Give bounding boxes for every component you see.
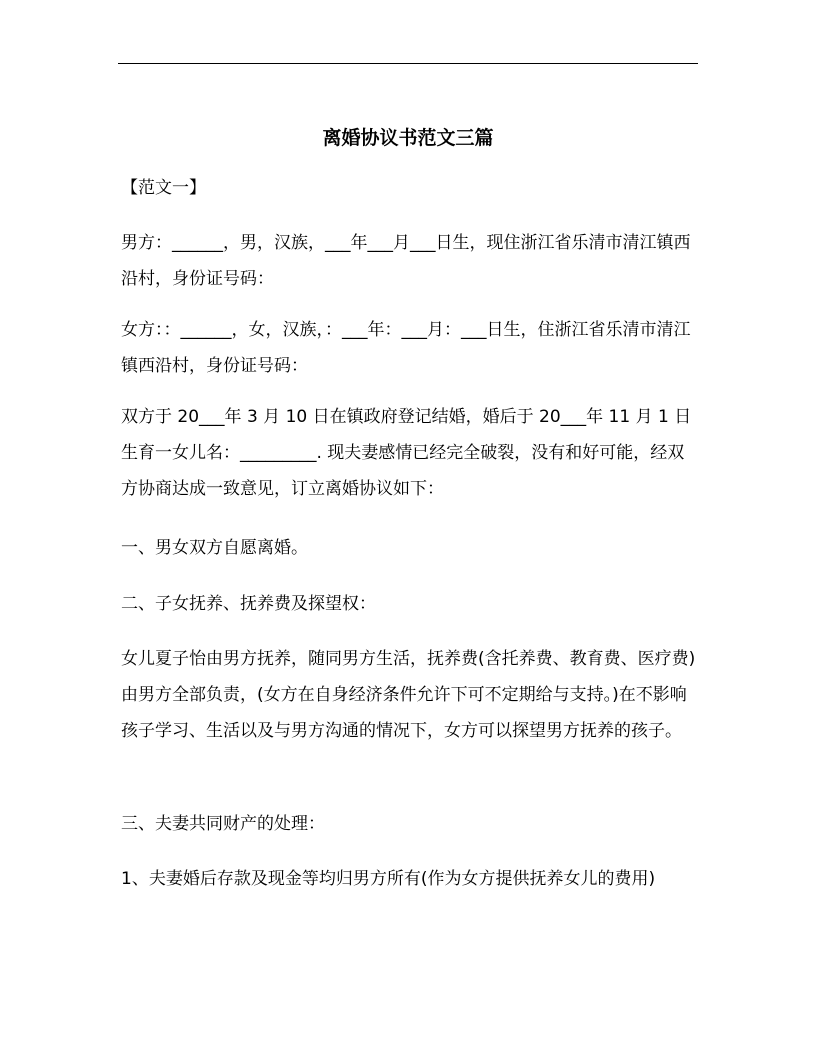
clause-1: 一、男女双方自愿离婚。 <box>121 538 308 558</box>
paragraph-female-party: 女方：：______，女，汉族，：___年：___月：___日生，住浙江省乐清市清江镇西沿村，身份证号码： <box>121 320 691 376</box>
clause-2: 二、子女抚养、抚养费及探望权： <box>121 594 376 614</box>
paragraph-marriage-info: 双方于 20___年 3 月 10 日在镇政府登记结婚，婚后于 20___年 11 月 1 日生育一女儿名：_________. 现夫妻感情已经完全破裂，没有和好可能，经双方协商达成一致意见，订立离婚协议如下： <box>121 407 692 499</box>
paragraph-property-1: 1、夫妻婚后存款及现金等均归男方所有(作为女方提供抚养女儿的费用) <box>121 869 656 889</box>
paragraph-male-party: 男方：______，男，汉族，___年___月___日生，现住浙江省乐清市清江镇西沿村，身份证号码： <box>121 233 691 289</box>
section-heading: 【范文一】 <box>121 178 206 198</box>
clause-3: 三、夫妻共同财产的处理： <box>121 814 325 834</box>
paragraph-child-custody: 女儿夏子怡由男方抚养，随同男方生活，抚养费(含托养费、教育费、医疗费)由男方全部负责，(女方在自身经济条件允许下可不定期给与支持。)在不影响孩子学习、生活以及与男方沟通的情况下，女方可以探望男方抚养的孩子。 <box>121 649 696 741</box>
document-title: 离婚协议书范文三篇 <box>322 127 494 149</box>
header-rule <box>118 63 698 64</box>
